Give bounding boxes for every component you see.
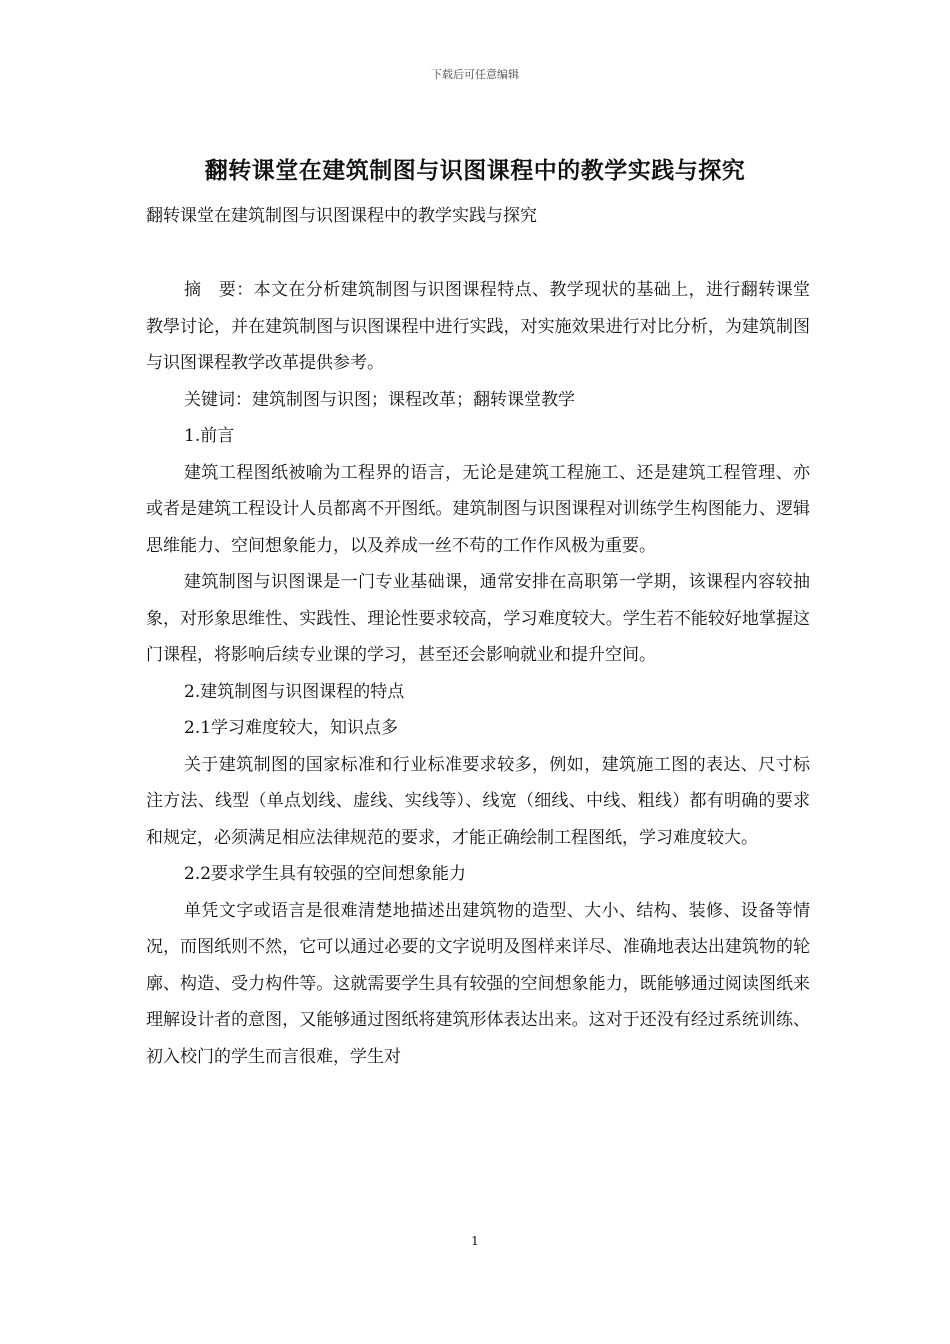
section-heading: 1.前言 (184, 426, 235, 446)
body-paragraph: 关于建筑制图的国家标准和行业标准要求较多，例如，建筑施工图的表达、尺寸标注方法、线型（单点划线、虚线、实线等）、线宽（细线、中线、粗线）都有明确的要求和规定，必须满足相应法律规范的要求，才能正确绘制工程图纸，学习难度较大。 (146, 754, 810, 848)
body-paragraph: 建筑工程图纸被喻为工程界的语言，无论是建筑工程施工、还是建筑工程管理、亦或者是建筑工程设计人员都离不开图纸。建筑制图与识图课程对训练学生构图能力、逻辑思维能力、空间想象能力，以及养成一丝不苟的工作作风极为重要。 (146, 462, 810, 556)
page-number: 1 (471, 1234, 479, 1248)
keywords-paragraph: 关键词：建筑制图与识图；课程改革；翻转课堂教学 (184, 389, 575, 410)
page-header-note: 下载后可任意编辑 (431, 68, 519, 81)
document-title: 翻转课堂在建筑制图与识图课程中的教学实践与探究 (204, 157, 746, 184)
section-heading: 2.建筑制图与识图课程的特点 (184, 681, 405, 702)
body-paragraph: 单凭文字或语言是很难清楚地描述出建筑物的造型、大小、结构、装修、设备等情况，而图纸则不然，它可以通过必要的文字说明及图样来详尽、准确地表达出建筑物的轮廓、构造、受力构件等。这就需要学生具有较强的空间想象能力，既能够通过阅读图纸来理解设计者的意图，又能够通过图纸将建筑形体表达出来。这对于还没有经过系统训练、初入校门的学生而言很难，学生对 (146, 900, 810, 1067)
abstract-paragraph: 摘 要：本文在分析建筑制图与识图课程特点、教学现状的基础上，进行翻转课堂教學讨论，并在建筑制图与识图课程中进行实践，对实施效果进行对比分析，为建筑制图与识图课程教学改革提供参考。 (146, 280, 810, 373)
subsection-heading: 2.1学习难度较大，知识点多 (184, 718, 399, 738)
subsection-heading: 2.2要求学生具有较强的空间想象能力 (184, 864, 467, 884)
document-subtitle: 翻转课堂在建筑制图与识图课程中的教学实践与探究 (146, 206, 537, 226)
body-paragraph: 建筑制图与识图课是一门专业基础课，通常安排在高职第一学期，该课程内容较抽象，对形象思维性、实践性、理论性要求较高，学习难度较大。学生若不能较好地掌握这门课程，将影响后续专业课的学习，甚至还会影响就业和提升空间。 (146, 572, 810, 665)
document-body (146, 272, 810, 1075)
